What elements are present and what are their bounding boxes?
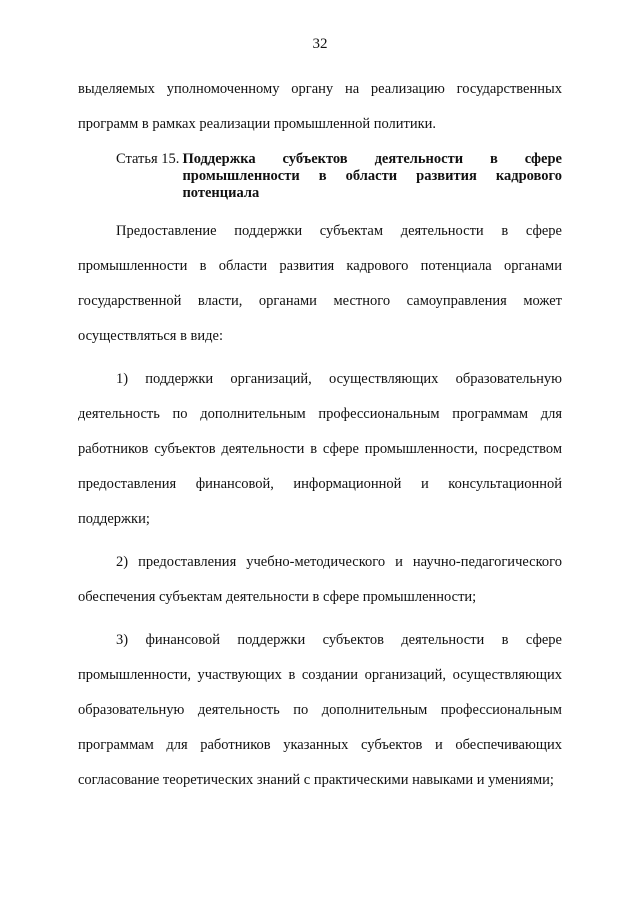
paragraph-item-1: 1) поддержки организаций, осуществляющих образовательную деятельность по дополнительным профессиональным программам для работников субъектов деятельности в сфере промышленности, посредством предоставления финансовой, информационной и консультационной поддержки;	[78, 371, 562, 527]
intro-paragraph: выделяемых уполномоченному органу на реализацию государственных программ в рамках реализации промышленной политики.	[78, 81, 562, 132]
article-heading	[78, 151, 562, 202]
article-label: Статья 15.	[116, 151, 180, 167]
document-body	[78, 72, 562, 798]
paragraph-item-2: 2) предоставления учебно-методического и научно-педагогического обеспечения субъектам деятельности в сфере промышленности;	[78, 554, 562, 605]
paragraph-main: Предоставление поддержки субъектам деятельности в сфере промышленности в области развития кадрового потенциала органами государственной власти, органами местного самоуправления может осуществляться в виде:	[78, 223, 562, 344]
article-title: Поддержка субъектов деятельности в сфере промышленности в области развития кадрового потенциала	[182, 151, 562, 201]
paragraph-item-3: 3) финансовой поддержки субъектов деятельности в сфере промышленности, участвующих в создании организаций, осуществляющих образовательную деятельность по дополнительным профессиональным программам для работников указанных субъектов и обеспечивающих согласование теоретических знаний с практическими навыками и умениями;	[78, 632, 562, 788]
page-number: 32	[312, 36, 328, 52]
